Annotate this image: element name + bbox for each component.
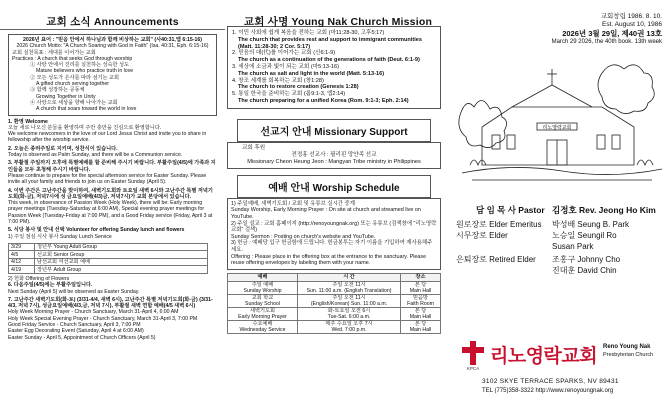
worship-note: 2) 주일 설교 : 교회 홈페이지 (http://renoyoungnak.org) 또는 유튜브 (검색창에 "리노영락교회" 검색): [231, 220, 437, 234]
service-place-en: Main Hall: [409, 326, 432, 333]
staff-row: [452, 219, 670, 230]
staff-name: 박성배 Seung B. Park: [552, 220, 629, 229]
announcement-text: 오늘 새로 나오신 분들을 환영하며 주안 충만을 진심으로 환영합니다.: [8, 124, 162, 131]
bulletin-date-kr: 2026년 3월 29일, 제40권 13호: [562, 29, 662, 38]
bulletin-date-en: March 29 2026, the 40th book. 13th week: [551, 39, 662, 45]
motto-line: A gifted church serving together: [36, 81, 109, 88]
table-cell: [298, 320, 401, 333]
service-place-en: Faith Room: [407, 300, 434, 307]
motto-line: ④ 사랑으로 세상을 향해 나아가는 교회: [30, 99, 118, 106]
mission-item-en: The church to restore creation (Genesis 1:28): [238, 84, 359, 91]
cover-column: [452, 0, 670, 407]
table-cell: 4/19: [9, 266, 35, 274]
table-row: [9, 251, 208, 259]
table-cell: [228, 320, 298, 333]
missionary-line: 교회 후원: [242, 144, 266, 151]
church-contact: TEL (775)358-3322 http://www.renoyoungnak.org: [482, 388, 614, 394]
table-header: 장소: [401, 273, 441, 281]
logo-english-2: Presbyterian Church: [603, 352, 654, 358]
worship-note: 1) 주일예배, 새벽기도회 / 교회 및 유튜브 실시간 중계: [231, 200, 355, 207]
staff-row: [452, 254, 670, 265]
announcement-text: 1) 주일 점심 식사 봉사 Sunday Lunch Service: [8, 233, 112, 240]
church-logo: [460, 340, 665, 380]
motto-line: ③ 함께 성장하는 공동체: [30, 87, 85, 94]
worship-note: 3) 헌금 : 예배당 입구 헌금함에 드립니다. 헌금봉투는 자기 이름을 기입하여 재사용해주세요.: [231, 240, 433, 253]
table-row: [9, 258, 208, 266]
mission-item: 3. 세상에 소금과 빛이 되는 교회 (마5:13-16): [232, 63, 339, 70]
table-row: [228, 281, 441, 294]
mission-item: 4. 창조 세계를 회복하는 교회 (창1:28): [232, 77, 324, 84]
announcement-text: Today is observed as Palm Sunday, and there will be a Communion service.: [8, 152, 183, 159]
staff-title: [452, 265, 552, 276]
announcement-heading: 3. 부활절 주일까지 오후에 특별예배를 할 준비해 주시기 바랍니다. 부활주일(4/5)에 가족과 지인들을 모두 초청해 주시기 바랍니다.: [8, 160, 216, 173]
service-name: 교회 학교: [251, 294, 274, 301]
mission-item-en: The church that provides rest and support to immigrant communities (Matt. 11:28-30; 2 Cor. 5:17): [238, 36, 422, 50]
motto-box: [8, 34, 217, 116]
announcement-text: Please continue to prepare for the special afternoon service for Easter Sunday. Please invite all your family and friends to join us on Easter Sunday (April 5).: [8, 172, 207, 186]
service-place: 믿음방: [412, 294, 429, 301]
service-place: 본 당: [414, 320, 427, 327]
service-time-en: Sun. 11:00 a.m. (English Translation): [306, 287, 392, 294]
table-cell: [298, 294, 401, 307]
staff-title: 원로장로 Elder Emeritus: [456, 220, 542, 229]
table-cell: 4/12: [9, 258, 35, 266]
cross-logo-icon: [460, 340, 486, 370]
table-cell: [298, 281, 401, 294]
staff-row: [452, 241, 670, 252]
announcement-items-2: [8, 276, 217, 341]
table-cell: 4/5: [9, 251, 35, 259]
service-place: 본 당: [414, 307, 427, 314]
worship-note: Sunday Worship, Early Morning Prayer : On site at church and streamed live on YouTube.: [231, 207, 421, 220]
church-sign: 리노영락교회: [542, 125, 572, 131]
table-cell: [228, 281, 298, 294]
missionary-title: 선교지 안내 Missionary Support: [237, 119, 431, 142]
announcements-column: [0, 0, 225, 407]
worship-note: Offering : Please place in the offering box at the entrance to the sanctuary. Please reuse offering envelopes by labeling them with your name.: [231, 253, 427, 267]
table-cell: [401, 294, 441, 307]
church-building-illustration: [452, 55, 670, 195]
announcement-heading: 1. 환영 Welcome: [8, 118, 48, 125]
worship-schedule-table: [227, 273, 441, 334]
announcement-text: Easter Egg Decorating Event (Saturday, April 4 at 6:00 AM): [8, 328, 144, 335]
service-name-en: Sunday School: [245, 300, 280, 307]
worship-note: Sunday Sermon : Posting on church's website and YouTube.: [231, 233, 376, 240]
table-cell: 장년부 Adult Group: [35, 266, 208, 274]
worship-title: 예배 안내 Worship Schedule: [237, 175, 431, 198]
staff-name: 김정호 Rev. Jeong Ho Kim: [552, 205, 656, 215]
announcement-items: [8, 119, 217, 240]
lunch-service-table: [8, 243, 208, 274]
service-time: 매주 수요일 오후 7시: [325, 320, 373, 327]
service-name-en: Wednesday Service: [239, 326, 286, 333]
staff-row: [452, 205, 670, 216]
staff-title: [452, 241, 552, 252]
table-cell: 3/29: [9, 243, 35, 251]
service-time-en: (English/Korean) Sun. 11:00 a.m.: [310, 300, 388, 307]
mission-item: 2. 믿음의 대(代)를 이어가는 교회 (신6:1-9): [232, 50, 336, 57]
table-cell: [401, 281, 441, 294]
table-cell: [228, 294, 298, 307]
motto-line: 2026년 표어 : "믿음 안에서 하나님과 함께 비상하는 교회" (사40:31,엡 6:15-16): [23, 37, 202, 43]
service-place-en: Main Hall: [409, 287, 432, 294]
service-name-en: Early Morning Prayer: [238, 313, 287, 320]
table-cell: [298, 307, 401, 320]
staff-title: 시무장로 Elder: [456, 231, 508, 240]
announcement-text: Good Friday Service - Church Sanctuary, April 3, 7:00 PM: [8, 321, 141, 328]
mission-box: [227, 26, 441, 109]
announcement-text: 2) 헌화 Offering of Flowers: [8, 275, 70, 282]
motto-line: 교회 실천목표 : 세대를 이어가는 교회: [12, 49, 96, 56]
motto-line: ① 사랑 안에서 진리를 실천하는 성숙한 성도: [30, 62, 130, 69]
staff-name: 조홍구 Johnny Cho: [552, 255, 621, 264]
staff-name: 노승일 Seungil Ro: [552, 231, 617, 240]
staff-name: 진대훈 David Chin: [552, 266, 617, 275]
motto-line: 2026 Church Motto: "A Church Soaring with God in Faith" (Isa. 40:31, Eph. 6:15-16): [16, 43, 209, 50]
table-row: [228, 320, 441, 333]
staff-title: 은퇴장로 Retired Elder: [456, 255, 536, 264]
worship-notes: [227, 198, 441, 270]
service-name: 주일 예배: [251, 281, 274, 288]
mission-item-en: The church preparing for a unified Korea (Rom. 9:1-3; Eph. 2:14): [238, 97, 409, 104]
motto-line: ② 모든 성도가 은사를 따라 섬기는 교회: [30, 74, 120, 81]
motto-line: Practices : A church that seeks God through worship: [12, 55, 133, 62]
announcement-text: This week, in observance of Passion Week (Holy Week), there will be: Early morning prayer meetings (Tuesday-Saturday at 6:00 AM), Special evening prayer meetings for Passion Week (Tuesday-Friday at 7:00 PM), and a Good Friday service (Friday, April 3 at 7:00 PM).: [8, 200, 213, 226]
announcement-heading: 5. 식당 봉사 및 안내 선택 Volunteer for offering Sunday lunch and flowers: [8, 227, 185, 234]
mission-item: 1. 이민 사회에 쉽게 복음을 전하는 교회 (마11:28-30, 고후5:17): [232, 30, 385, 36]
table-cell: 청년부 Young Adult Group: [35, 243, 208, 251]
established-kr: 교회창립 1986. 8. 10.: [600, 13, 662, 20]
announcement-heading: 6. 다음주일(4/5)에는 부활주일입니다.: [8, 282, 93, 289]
announcements-title: 교회 소식 Announcements: [0, 0, 225, 30]
service-time: 주일 오전 11시: [332, 281, 366, 288]
church-address: 3102 SKYE TERRACE SPARKS, NV 89431: [482, 378, 619, 385]
motto-line: Growing Together in Unity: [36, 93, 96, 100]
service-name: 새벽기도회: [249, 307, 276, 314]
table-cell: [228, 307, 298, 320]
motto-line: A church that soars toward the world in love: [36, 106, 137, 113]
missionary-info: [227, 142, 441, 169]
table-row: [228, 294, 441, 307]
staff-title: 담 임 목 사 Pastor: [476, 205, 545, 215]
announcement-text: We welcome newcomers in the love of our Lord Jesus Christ and invite you to share in fellowship after the worship service.: [8, 131, 207, 144]
service-name: 수요예배: [252, 320, 273, 327]
table-header-row: [228, 273, 441, 281]
service-place-en: Main Hall: [409, 313, 432, 320]
service-time-en: Wed. 7:00 p.m.: [331, 326, 367, 333]
mission-title: 교회 사명 Young Nak Church Mission: [243, 16, 433, 28]
bulletin-header: [452, 0, 670, 46]
missionary-line: Missionary Cheon Heung Jeon : Mangyan Tribe ministry in Philippines: [247, 158, 421, 165]
established-en: Est. August 10, 1986: [602, 21, 662, 28]
mission-item-en: The church as salt and light in the world (Matt. 5:13-16): [238, 70, 385, 77]
mission-column: [227, 0, 449, 407]
staff-name: Susan Park: [552, 242, 594, 251]
mission-item: 5. 통일 한국을 준비하는 교회 (롬9:1-3, 엡2:14): [232, 91, 346, 98]
table-header: 시 간: [298, 273, 401, 281]
table-cell: [401, 320, 441, 333]
missionary-line: 전정홍 선교사 : 필리핀 망얀족 선교: [291, 151, 377, 158]
staff-row: [452, 265, 670, 276]
mission-item-en: The church as a continuation of the generations of faith (Deut. 6:1-9): [238, 57, 420, 64]
table-cell: 남선교회 여선교회 예배: [35, 258, 208, 266]
announcement-text: Next Sunday (April 5) will be observed as Easter Sunday.: [8, 288, 140, 295]
table-cell: 선교회 Senior Group: [35, 251, 208, 259]
service-name-en: Sunday Worship: [243, 287, 282, 294]
motto-line: Mature believers who practice truth in love: [36, 68, 134, 75]
logo-english-1: Reno Young Nak: [603, 344, 651, 350]
announcement-heading: 7. 고난주간 새벽기도회(화-토) (3/31-4/4, 새벽 6시), 고난주간 특별 저녁기도회(화-금) (3/31-4/3, 저녁 7시), 성금요일예배(4/3,금, 저녁 7시), 부활절 새벽 연합 예배(4/5 새벽 6시): [8, 296, 213, 310]
announcement-heading: 2. 오늘은 종려주일로 지키며, 성찬식이 있습니다.: [8, 145, 118, 152]
service-place: 본 당: [414, 281, 427, 288]
service-time: 주일 오전 11시: [332, 294, 366, 301]
announcement-text: Easter Sunday - April 5, Appointment of Church Officers (April 5): [8, 334, 156, 341]
announcement-heading: 4. 이번 주간은 고난주간을 맞이하여, 새벽기도회와 토요일 새벽 6시와 고난주간 특별 저녁기도회(화-금), 저녁7시에 성 금요일예배(4/3)금, 저녁7시)가 교회 본당에서 있습니다.: [8, 187, 213, 200]
announcement-text: Holy Week Special Evening Prayer - Church Sanctuary, March 31-April 3, 7:00 PM: [8, 315, 198, 322]
table-row: [228, 307, 441, 320]
service-time-en: Tue-Sat. 6:00 a.m.: [327, 313, 371, 320]
table-cell: [401, 307, 441, 320]
table-header: 예배: [228, 273, 298, 281]
logo-subtext: KPCA: [466, 366, 480, 370]
table-row: [9, 266, 208, 274]
staff-list: [452, 205, 670, 276]
staff-row: [452, 230, 670, 241]
table-row: [9, 243, 208, 251]
logo-korean: 리노영락교회: [490, 345, 598, 367]
announcement-text: Holy Week Morning Prayer - Church Sanctuary, March 31-April 4, 6:00 AM: [8, 309, 179, 316]
service-time: 화-토요일 오전 6시: [327, 307, 371, 314]
